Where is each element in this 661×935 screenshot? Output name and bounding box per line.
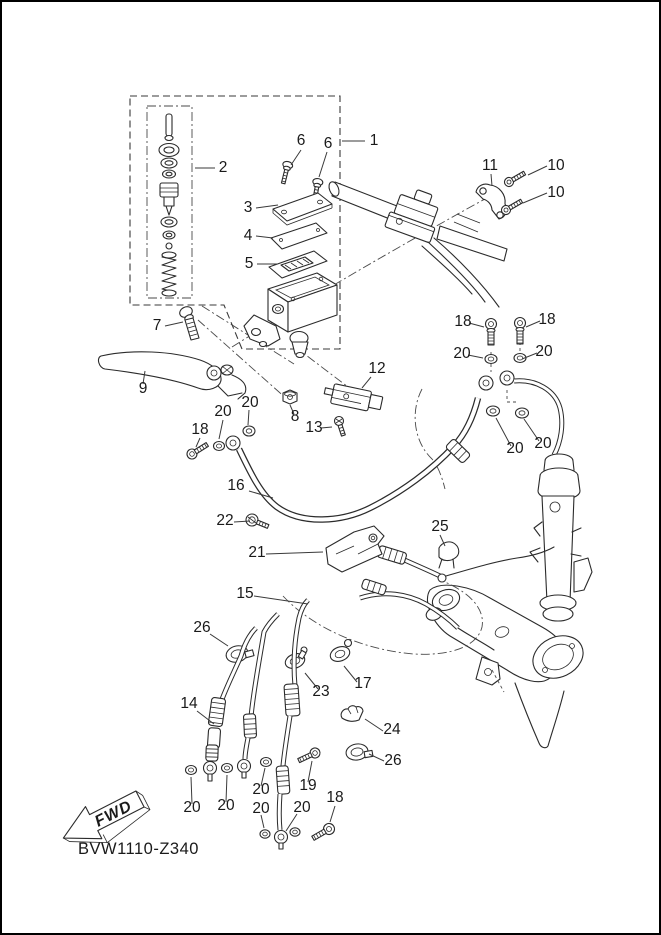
crush-washer-drawing <box>487 406 500 416</box>
part-label-23: 23 <box>312 683 330 700</box>
part-label-18-c: 18 <box>538 311 556 328</box>
hose-bracket-drawing <box>326 526 384 572</box>
part-label-6-a: 6 <box>296 132 306 149</box>
part-label-20-e: 20 <box>506 440 524 457</box>
junction-bolt-drawing <box>515 318 526 345</box>
part-label-15: 15 <box>236 585 254 602</box>
part-label-5: 5 <box>244 255 254 272</box>
part-label-6-b: 6 <box>323 135 333 152</box>
part-label-20-b: 20 <box>241 394 259 411</box>
drawing-code: BVW1110-Z340 <box>78 840 199 858</box>
part-label-11: 11 <box>481 157 499 174</box>
part-label-10-a: 10 <box>547 157 565 174</box>
crush-washer-drawing <box>485 355 497 364</box>
part-label-20-j: 20 <box>252 800 270 817</box>
crush-washer-drawing <box>243 426 255 436</box>
steering-stem-drawing <box>530 454 592 621</box>
part-label-20-g: 20 <box>183 799 201 816</box>
hose-clamp-drawing <box>439 542 459 568</box>
part-label-24: 24 <box>383 721 401 738</box>
part-label-9: 9 <box>138 380 148 397</box>
brake-switch-drawing <box>323 382 384 414</box>
part-label-22: 22 <box>216 512 234 529</box>
diaphragm-plate-drawing <box>271 223 327 249</box>
crush-washer-drawing <box>222 764 233 773</box>
upper-brake-hose-drawing <box>239 398 478 520</box>
handlebar-drawing <box>327 180 507 307</box>
part-label-10-b: 10 <box>547 184 565 201</box>
clamp-bolt-drawing <box>503 169 527 188</box>
part-label-20-c: 20 <box>453 345 471 362</box>
part-label-20-f: 20 <box>534 435 552 452</box>
part-label-3: 3 <box>243 199 253 216</box>
banjo-bolt-drawing <box>310 821 336 843</box>
hose16-upper-banjo-drawing <box>226 436 240 450</box>
front-hose-middle-drawing <box>238 614 279 778</box>
hose-clamp-drawing <box>345 742 373 762</box>
part-label-21: 21 <box>248 544 266 561</box>
pivot-nut-drawing <box>283 390 297 404</box>
switch-screw-drawing <box>335 417 346 437</box>
diagram-canvas <box>2 2 661 935</box>
part-label-18-b: 18 <box>454 313 472 330</box>
part-label-7: 7 <box>152 317 162 334</box>
hose-clamp-drawing <box>328 640 352 664</box>
part-label-20-k: 20 <box>293 799 311 816</box>
crush-washer-drawing <box>186 766 197 775</box>
part-label-2: 2 <box>218 159 228 176</box>
crush-washer-drawing <box>290 828 300 836</box>
part-label-19: 19 <box>299 777 317 794</box>
junction-bolt-drawing <box>486 319 497 346</box>
bar-clamp-drawing <box>476 184 507 219</box>
crush-washer-drawing <box>261 758 272 767</box>
part-label-16: 16 <box>227 477 245 494</box>
part-label-26-b: 26 <box>384 752 402 769</box>
part-label-26-a: 26 <box>193 619 211 636</box>
part-label-20-h: 20 <box>217 797 235 814</box>
crush-washer-drawing <box>214 442 225 451</box>
part-label-8: 8 <box>290 408 300 425</box>
part-label-12: 12 <box>368 360 386 377</box>
part-label-25: 25 <box>431 518 449 535</box>
brake-lever-drawing <box>98 352 245 399</box>
banjo-bolt-drawing <box>297 746 322 765</box>
reservoir-cap-drawing <box>273 193 332 225</box>
part-label-20-a: 20 <box>214 403 232 420</box>
crush-washer-drawing <box>516 408 529 418</box>
part-label-14: 14 <box>180 695 198 712</box>
part-label-18-a: 18 <box>191 421 209 438</box>
junction-banjo-drawing <box>479 342 520 402</box>
part-label-4: 4 <box>243 227 253 244</box>
hose-clamp-drawing <box>341 706 363 722</box>
master-cylinder-body-drawing <box>244 273 337 358</box>
fwd-arrow-label: FWD <box>92 797 136 831</box>
piston-kit-drawing <box>159 114 179 296</box>
part-label-20-d: 20 <box>535 343 553 360</box>
part-label-13: 13 <box>305 419 323 436</box>
part-label-1: 1 <box>369 132 379 149</box>
crush-washer-drawing <box>260 830 270 838</box>
part-label-17: 17 <box>354 675 372 692</box>
part-label-18-d: 18 <box>326 789 344 806</box>
part-label-20-i: 20 <box>252 781 270 798</box>
